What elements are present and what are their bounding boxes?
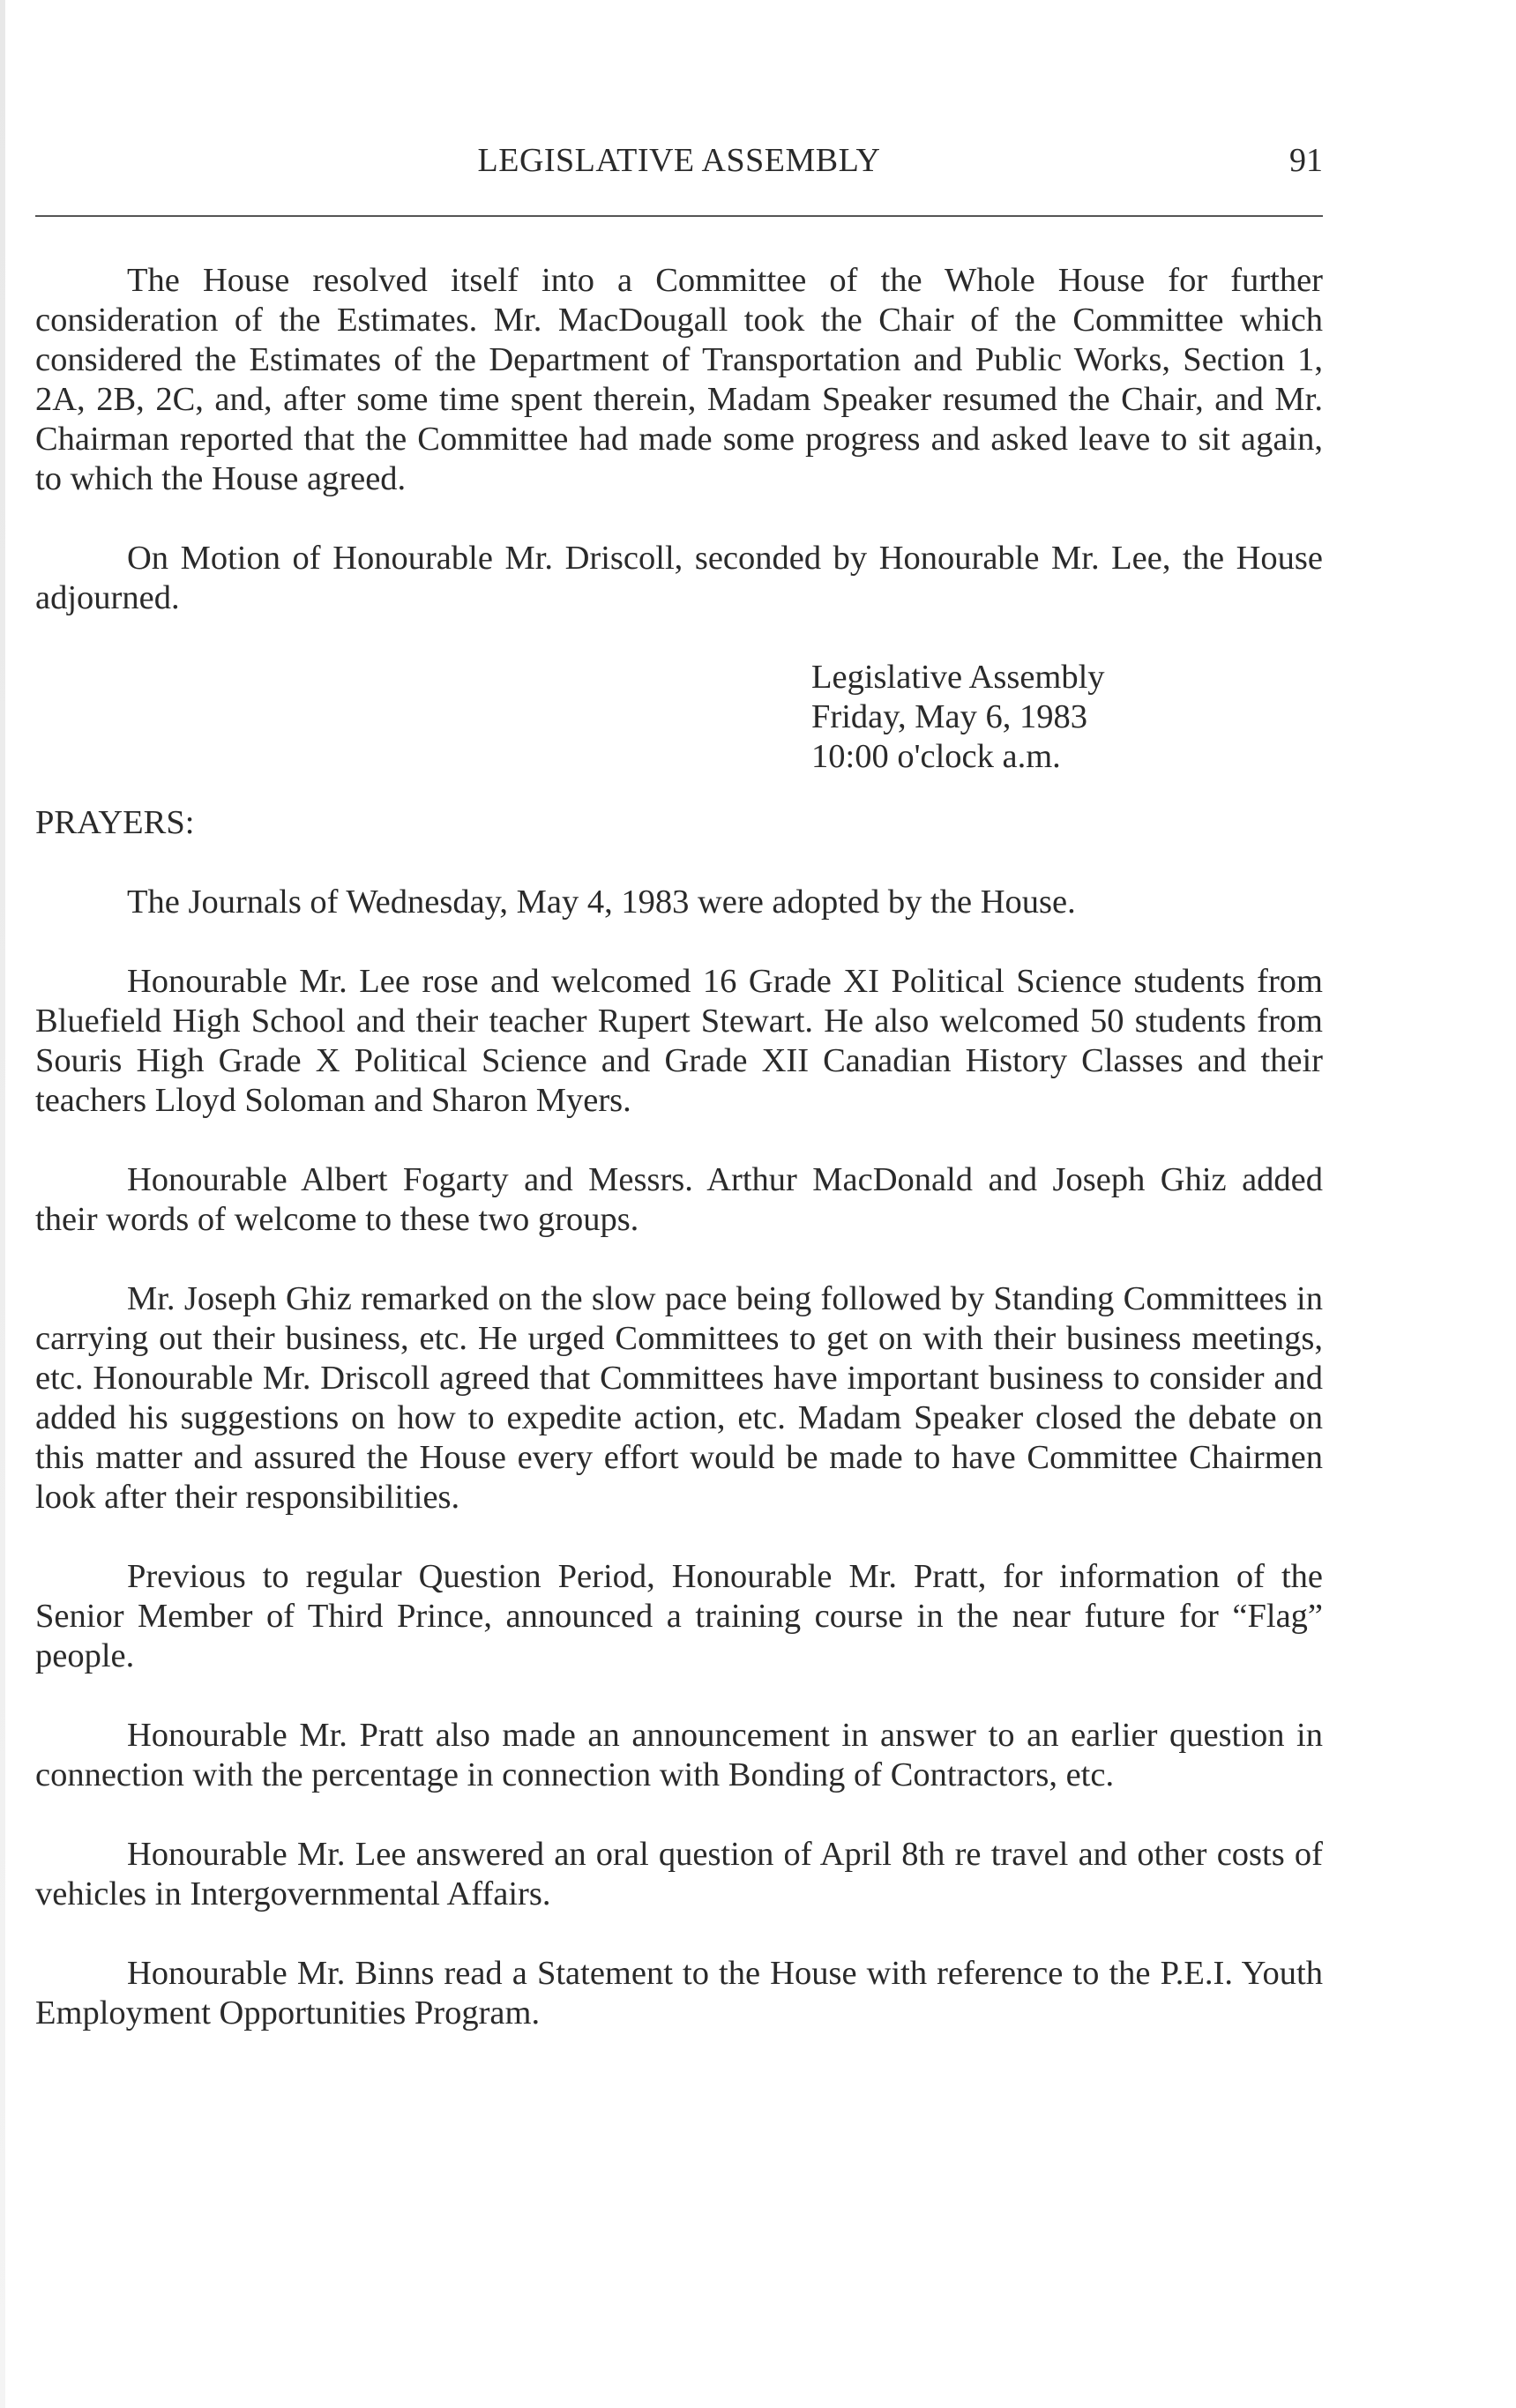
paragraph-training-course: Previous to regular Question Period, Honourable Mr. Pratt, for information of the Senior Member of Third Prince, announced a training course in the near future for “Flag” people.: [35, 1558, 1323, 1674]
sitting-body: Legislative Assembly: [811, 659, 1105, 696]
paragraph-youth-employment: Honourable Mr. Binns read a Statement to the House with reference to the P.E.I. Youth Employment Opportunities Program.: [35, 1955, 1323, 2032]
paragraph-committee-of-whole: The House resolved itself into a Committee of the Whole House for further consideration of the Estimates. Mr. MacDougall took the Chair of the Committee which considered the Estimates of the Department of Transportation and Public Works, Section 1, 2A, 2B, 2C, and, after some time spent therein, Madam Speaker resumed the Chair, and Mr. Chairman reported that the Committee had made some progress and asked leave to sit again, to which the House agreed.: [35, 262, 1323, 497]
sitting-heading: [811, 658, 1323, 777]
header-rule: [35, 215, 1323, 217]
scan-margin-shadow: [0, 0, 5, 2408]
paragraph-committee-pace: Mr. Joseph Ghiz remarked on the slow pace being followed by Standing Committees in carrying out their business, etc. He urged Committees to get on with their business meetings, etc. Honourable Mr. Driscoll agreed that Committees have important business to consider and added his suggestions on how to expedite action, etc. Madam Speaker closed the debate on this matter and assured the House every effort would be made to have Committee Chairmen look after their responsibilities.: [35, 1280, 1323, 1516]
paragraph-words-of-welcome: Honourable Albert Fogarty and Messrs. Arthur MacDonald and Joseph Ghiz added their words of welcome to these two groups.: [35, 1161, 1323, 1238]
paragraph-welcome-students: Honourable Mr. Lee rose and welcomed 16 Grade XI Political Science students from Bluefield High School and their teacher Rupert Stewart. He also welcomed 50 students from Souris High Grade X Political Science and Grade XII Canadian History Classes and their teachers Lloyd Soloman and Sharon Myers.: [35, 963, 1323, 1119]
paragraph-oral-question: Honourable Mr. Lee answered an oral question of April 8th re travel and other costs of vehicles in Intergovernmental Affairs.: [35, 1836, 1323, 1912]
prayers-label: PRAYERS:: [35, 804, 195, 841]
page-number: 91: [1289, 142, 1323, 179]
sitting-date: Friday, May 6, 1983: [811, 698, 1087, 735]
paragraph-bonding-contractors: Honourable Mr. Pratt also made an announcement in answer to an earlier question in connection with the percentage in connection with Bonding of Contractors, etc.: [35, 1717, 1323, 1793]
paragraph-adjournment: On Motion of Honourable Mr. Driscoll, seconded by Honourable Mr. Lee, the House adjourned.: [35, 540, 1323, 616]
running-title: LEGISLATIVE ASSEMBLY: [477, 142, 881, 179]
journal-body: [35, 261, 1323, 2073]
page-header: [35, 141, 1323, 194]
paragraph-journals-adopted: The Journals of Wednesday, May 4, 1983 were adopted by the House.: [127, 883, 1076, 921]
sitting-time: 10:00 o'clock a.m.: [811, 738, 1061, 775]
